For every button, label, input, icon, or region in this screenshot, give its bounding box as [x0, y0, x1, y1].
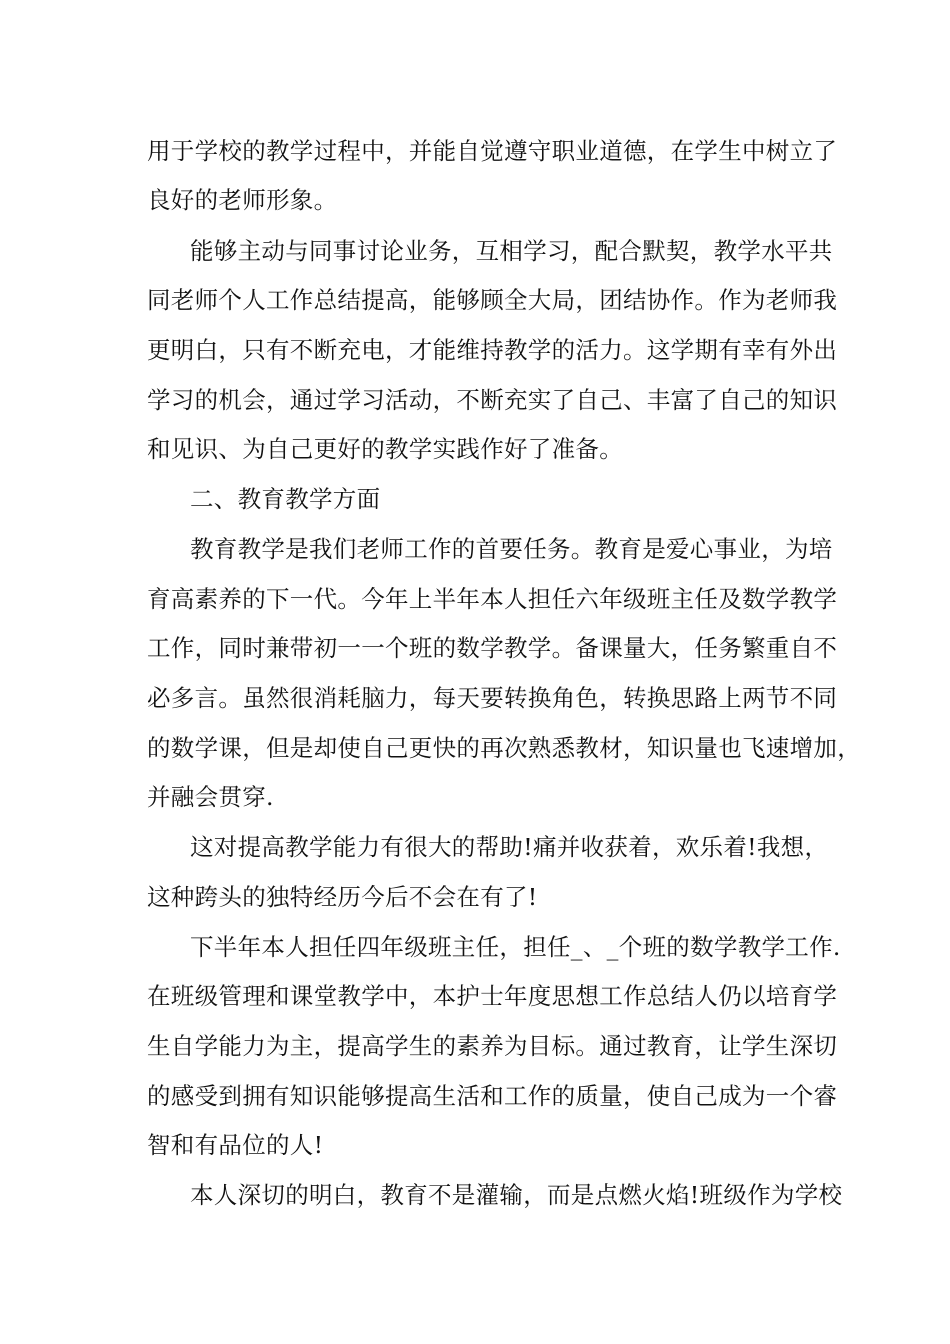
text-line: 这种跨头的独特经历今后不会在有了!: [147, 883, 538, 911]
text-line: 育高素养的下一代。今年上半年本人担任六年级班主任及数学教学: [147, 585, 838, 613]
text-line: 工作，同时兼带初一一个班的数学教学。备课量大，任务繁重自不: [147, 634, 838, 662]
paragraph-first-line: 下半年本人担任四年级班主任，担任_、_个班的数学教学工作.: [190, 933, 841, 961]
text-line: 生自学能力为主，提高学生的素养为目标。通过教育，让学生深切: [147, 1032, 838, 1060]
text-line: 的数学课，但是却使自己更快的再次熟悉教材，知识量也飞速增加，: [147, 734, 861, 762]
text-line: 在班级管理和课堂教学中，本护士年度思想工作总结人仍以培育学: [147, 982, 838, 1010]
paragraph-first-line: 教育教学是我们老师工作的首要任务。教育是爱心事业，为培: [190, 535, 833, 563]
text-line: 同老师个人工作总结提高，能够顾全大局，团结协作。作为老师我: [147, 286, 838, 314]
section-heading: 二、教育教学方面: [190, 485, 381, 513]
text-line: 良好的老师形象。: [147, 186, 338, 214]
text-line: 必多言。虽然很消耗脑力，每天要转换角色，转换思路上两节不同: [147, 684, 838, 712]
text-line: 智和有品位的人!: [147, 1131, 324, 1159]
text-line: 学习的机会，通过学习活动，不断充实了自己、丰富了自己的知识: [147, 386, 838, 414]
text-line: 更明白，只有不断充电，才能维持教学的活力。这学期有幸有外出: [147, 336, 838, 364]
paragraph-first-line: 能够主动与同事讨论业务，互相学习，配合默契，教学水平共: [190, 237, 833, 265]
paragraph-first-line: 这对提高教学能力有很大的帮助!痛并收获着，欢乐着!我想，: [190, 833, 829, 861]
text-line: 并融会贯穿.: [147, 783, 274, 811]
text-line: 的感受到拥有知识能够提高生活和工作的质量，使自己成为一个睿: [147, 1082, 838, 1110]
text-line: 用于学校的教学过程中，并能自觉遵守职业道德，在学生中树立了: [147, 137, 838, 165]
text-line: 和见识、为自己更好的教学实践作好了准备。: [147, 435, 623, 463]
paragraph-first-line: 本人深切的明白，教育不是灌输，而是点燃火焰!班级作为学校: [190, 1181, 843, 1209]
